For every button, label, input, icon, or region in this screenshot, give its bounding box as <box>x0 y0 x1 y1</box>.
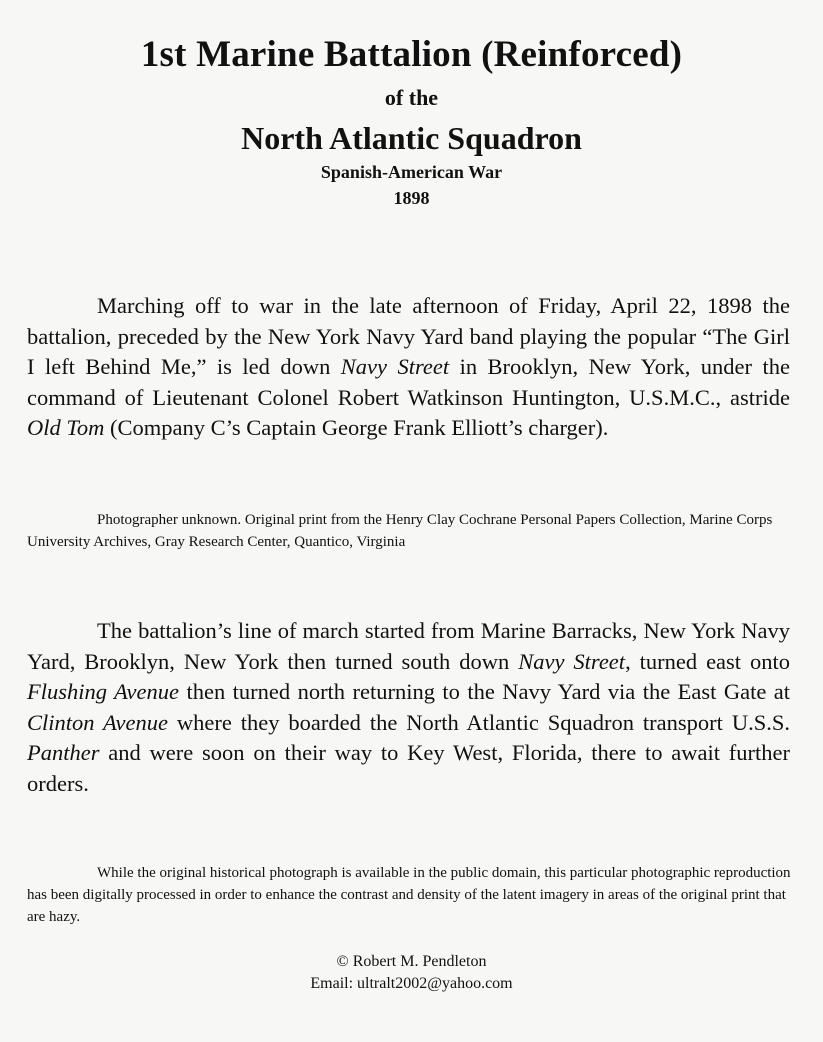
photo-caption: Photographer unknown. Original print from the Henry Clay Cochrane Personal Papers Collection, Marine Corps University Archives, Gray Research Center, Quantico, Virginia <box>27 512 773 550</box>
email-credit: Email: ultralt2002@yahoo.com <box>310 975 513 992</box>
subtitle-of-the: of the <box>384 85 439 110</box>
paragraph-text: Marching off to war in the late afternoon of Friday, April 22, 1898 the battalion, preceded by the New York Navy Yard band playing the popular “The Girl I left Behind Me,” is led down <box>27 293 790 379</box>
subtitle-squadron: North Atlantic Squadron <box>241 120 582 156</box>
paragraph-text: , turned east onto <box>625 648 791 674</box>
paragraph-italic-text: Flushing Avenue <box>27 679 180 704</box>
subtitle-year: 1898 <box>393 188 430 208</box>
paragraph-text: The battalion’s line of march started from Marine Barracks, New York Navy Yard, Brooklyn, New York then turned south down <box>27 618 790 674</box>
paragraph-italic-text: Panther <box>27 740 100 765</box>
paragraph-text: in Brooklyn, New York, under the command of Lieutenant Colonel Robert Watkinson Huntington, U.S.M.C., astride <box>27 354 790 410</box>
paragraph-route <box>27 616 790 799</box>
page-title: 1st Marine Battalion (Reinforced) <box>140 34 683 75</box>
paragraph-text: (Company C’s Captain George Frank Elliott’s charger). <box>104 415 609 440</box>
paragraph-text: where they boarded the North Atlantic Squadron transport U.S.S. <box>167 709 790 735</box>
paragraph-march <box>27 291 790 444</box>
paragraph-text: then turned north returning to the Navy Yard via the East Gate at <box>179 679 791 704</box>
copyright-credit: © Robert M. Pendleton <box>336 953 487 970</box>
paragraph-italic-text: Navy Street <box>340 354 450 379</box>
paragraph-italic-text: Clinton Avenue <box>27 709 168 735</box>
subtitle-war: Spanish-American War <box>320 162 503 182</box>
reproduction-note: While the original historical photograph is available in the public domain, this particular photographic reproduction has been digitally processed in order to enhance the contrast and density of the latent imagery in areas of the original print that are hazy. <box>27 865 791 925</box>
paragraph-italic-text: Old Tom <box>27 415 105 440</box>
paragraph-italic-text: Navy Street <box>518 648 626 674</box>
paragraph-text: and were soon on their way to Key West, Florida, there to await further orders. <box>27 740 790 796</box>
